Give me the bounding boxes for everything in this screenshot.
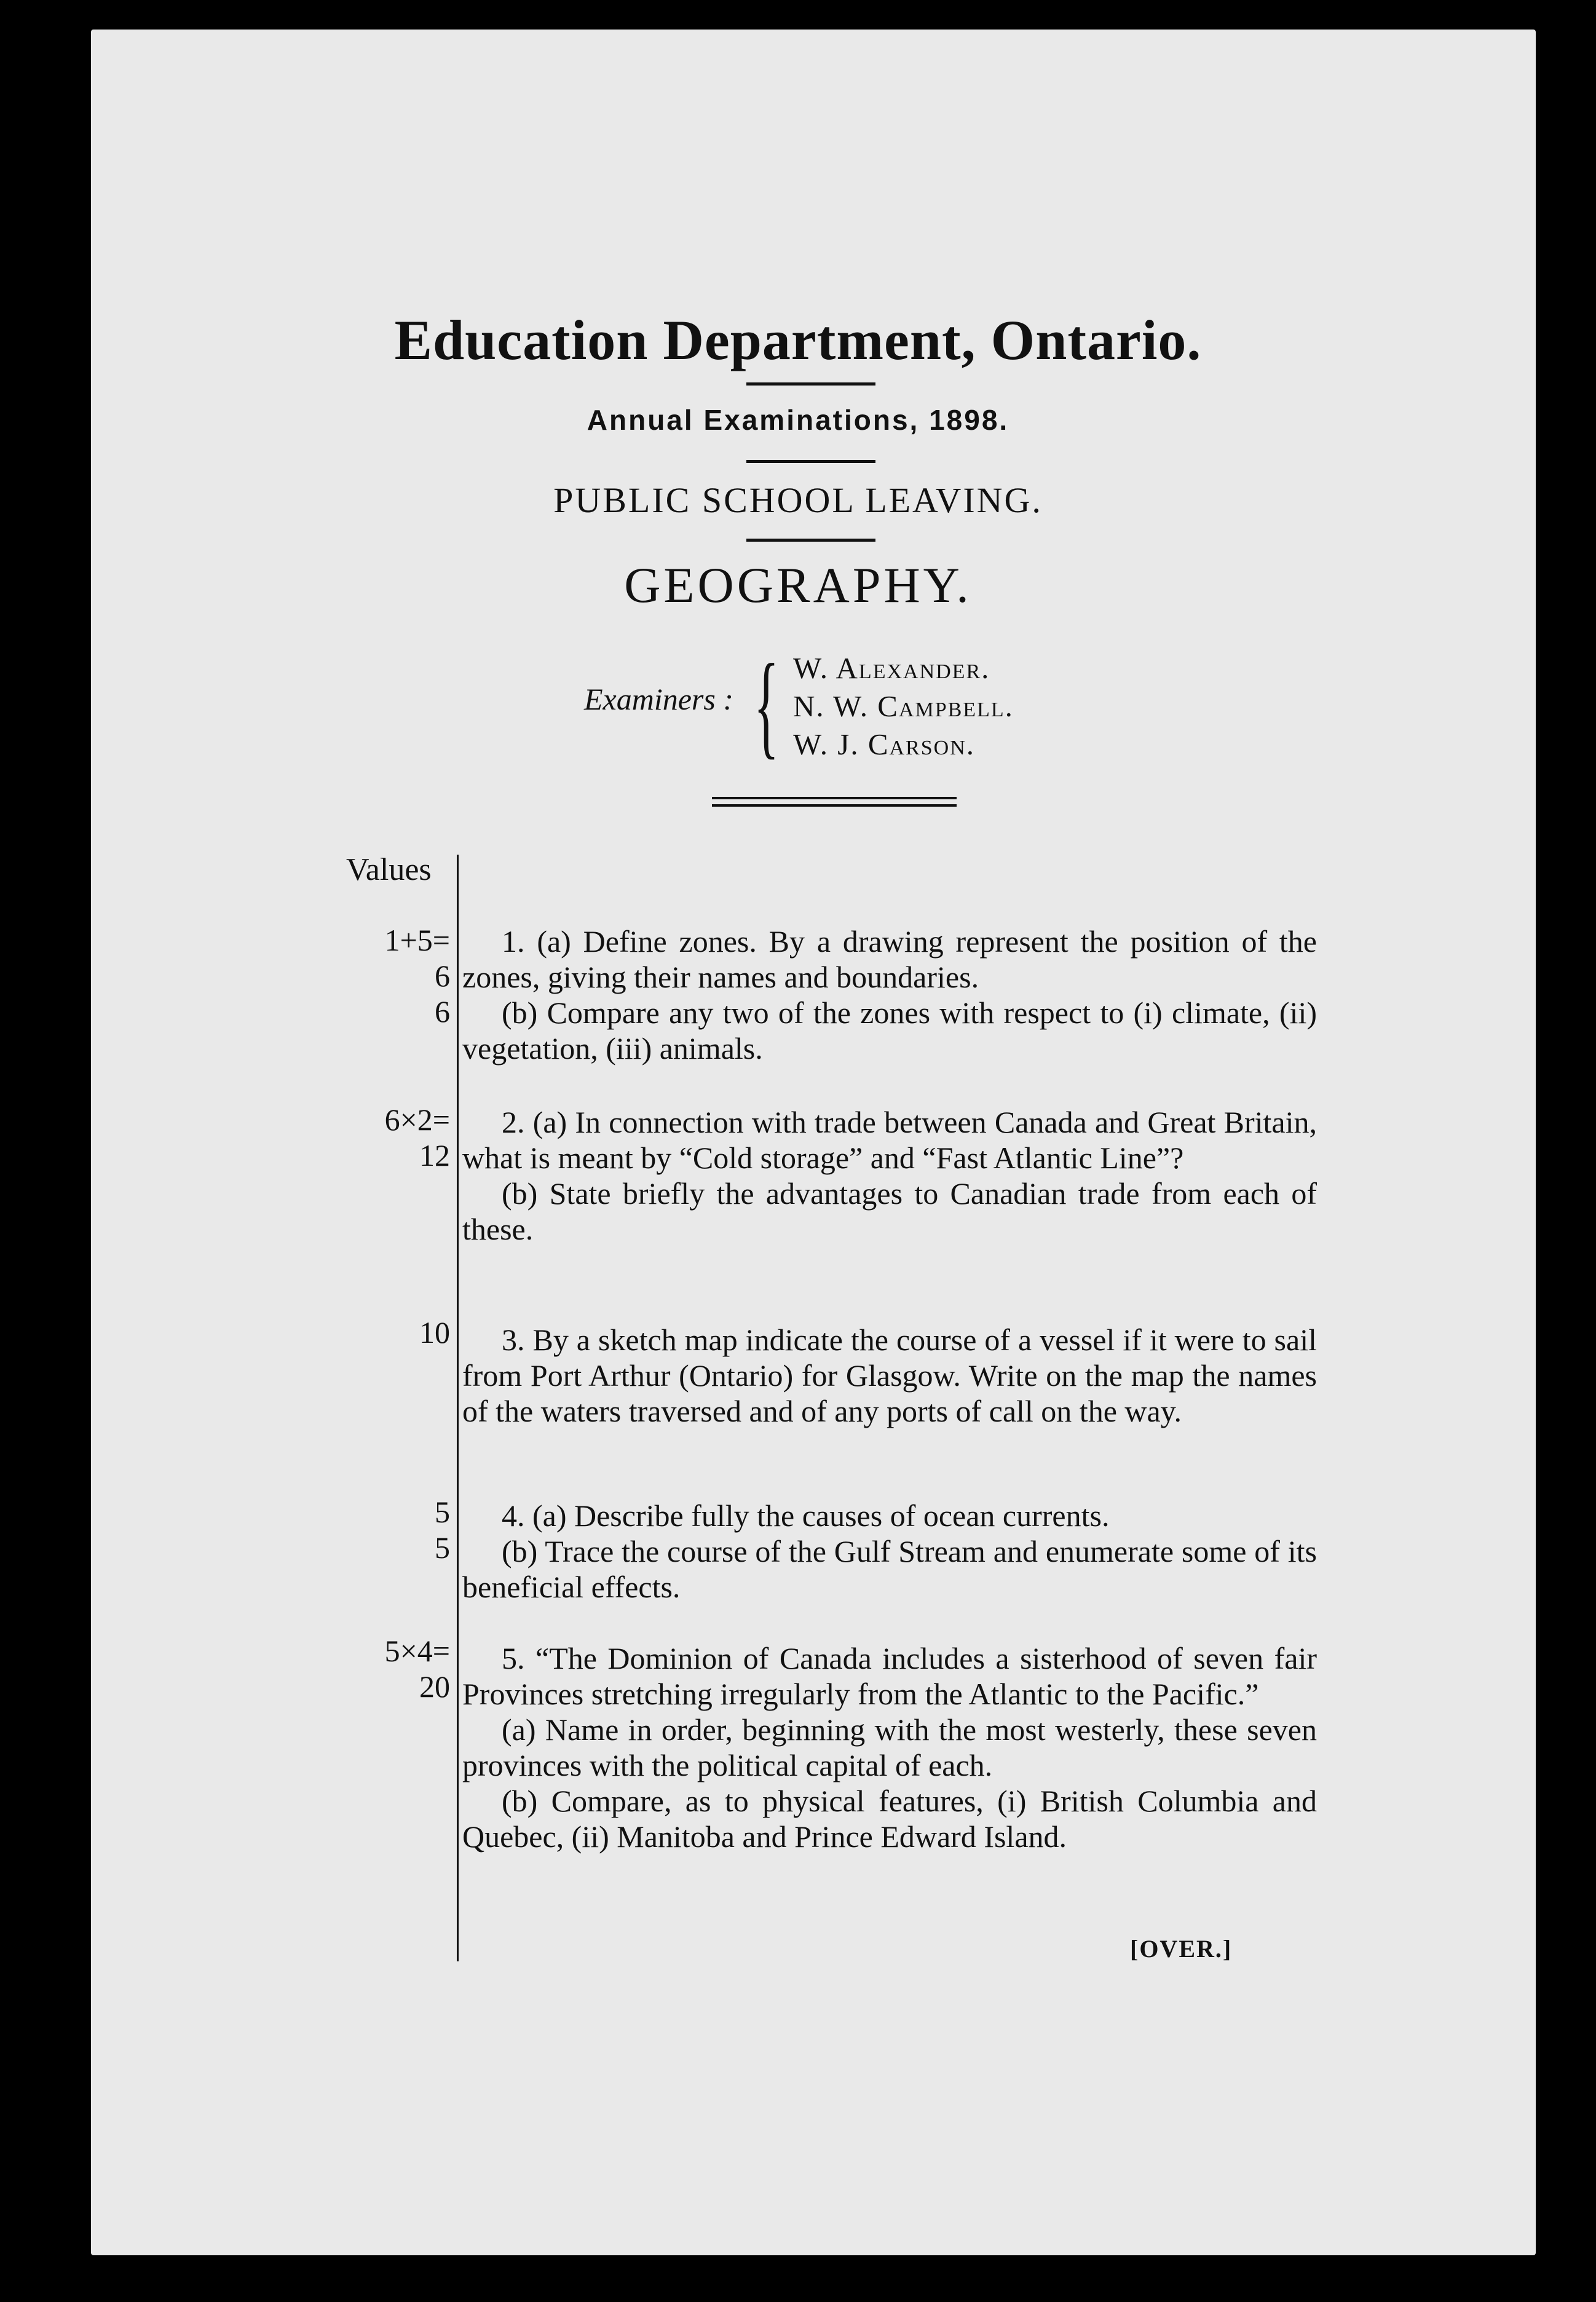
exam-title: Annual Examinations, 1898. <box>587 404 1009 436</box>
question-value: 6 <box>435 959 450 993</box>
question-1 <box>462 924 1317 1066</box>
exam-level: PUBLIC SCHOOL LEAVING. <box>553 480 1043 520</box>
question-value: 5 <box>435 1495 450 1529</box>
divider <box>746 539 875 542</box>
question-3 <box>462 1322 1317 1429</box>
question-value: 10 <box>419 1315 450 1350</box>
column-divider <box>457 855 459 1961</box>
double-rule-bottom <box>712 804 957 807</box>
subject-title: GEOGRAPHY. <box>624 557 972 613</box>
question-part: (b) State briefly the advantages to Canadian trade from each of these. <box>462 1176 1317 1246</box>
examiner-name: W. Alexander. <box>793 651 990 685</box>
question-part: 3. By a sketch map indicate the course of a vessel if it were to sail from Port Arthur (Ontario) for Glasgow. Write on the map the names of the waters traversed and of any ports of call on the way. <box>462 1323 1317 1428</box>
over-marker: [OVER.] <box>1130 1935 1233 1963</box>
question-part: (a) Name in order, beginning with the most westerly, these seven provinces with the political capital of each. <box>462 1712 1317 1782</box>
question-4 <box>462 1498 1317 1605</box>
department-title: Education Department, Ontario. <box>394 309 1202 371</box>
divider <box>746 460 875 463</box>
question-value: 20 <box>419 1669 450 1704</box>
question-value: 6 <box>435 994 450 1029</box>
question-part: 1. (a) Define zones. By a drawing represent the position of the zones, giving their names and boundaries. <box>462 924 1317 994</box>
question-value: 6×2= <box>384 1102 450 1137</box>
question-part: (b) Compare any two of the zones with respect to (i) climate, (ii) vegetation, (iii) animals. <box>462 995 1317 1066</box>
examiner-name: N. W. Campbell. <box>793 689 1014 723</box>
question-part: (b) Trace the course of the Gulf Stream and enumerate some of its beneficial effects. <box>462 1534 1317 1604</box>
question-value: 5 <box>435 1530 450 1565</box>
question-value: 1+5= <box>384 923 450 957</box>
question-value: 12 <box>419 1138 450 1173</box>
question-part: 4. (a) Describe fully the causes of ocean currents. <box>502 1498 1110 1533</box>
question-value: 5×4= <box>384 1634 450 1668</box>
examiner-name: W. J. Carson. <box>793 727 975 761</box>
divider <box>746 382 875 386</box>
question-2 <box>462 1104 1317 1247</box>
question-part: 2. (a) In connection with trade between Canada and Great Britain, what is meant by “Cold storage” and “Fast Atlantic Line”? <box>462 1105 1317 1175</box>
examiners-label: Examiners : <box>584 682 733 716</box>
brace: { <box>754 641 780 770</box>
question-part: 5. “The Dominion of Canada includes a sisterhood of seven fair Provinces stretching irregularly from the Atlantic to the Pacific.” <box>462 1641 1317 1711</box>
values-heading: Values <box>346 852 432 887</box>
question-part: (b) Compare, as to physical features, (i) British Columbia and Quebec, (ii) Manitoba and Prince Edward Island. <box>462 1784 1317 1854</box>
double-rule-top <box>712 797 957 799</box>
question-5 <box>462 1640 1317 1854</box>
